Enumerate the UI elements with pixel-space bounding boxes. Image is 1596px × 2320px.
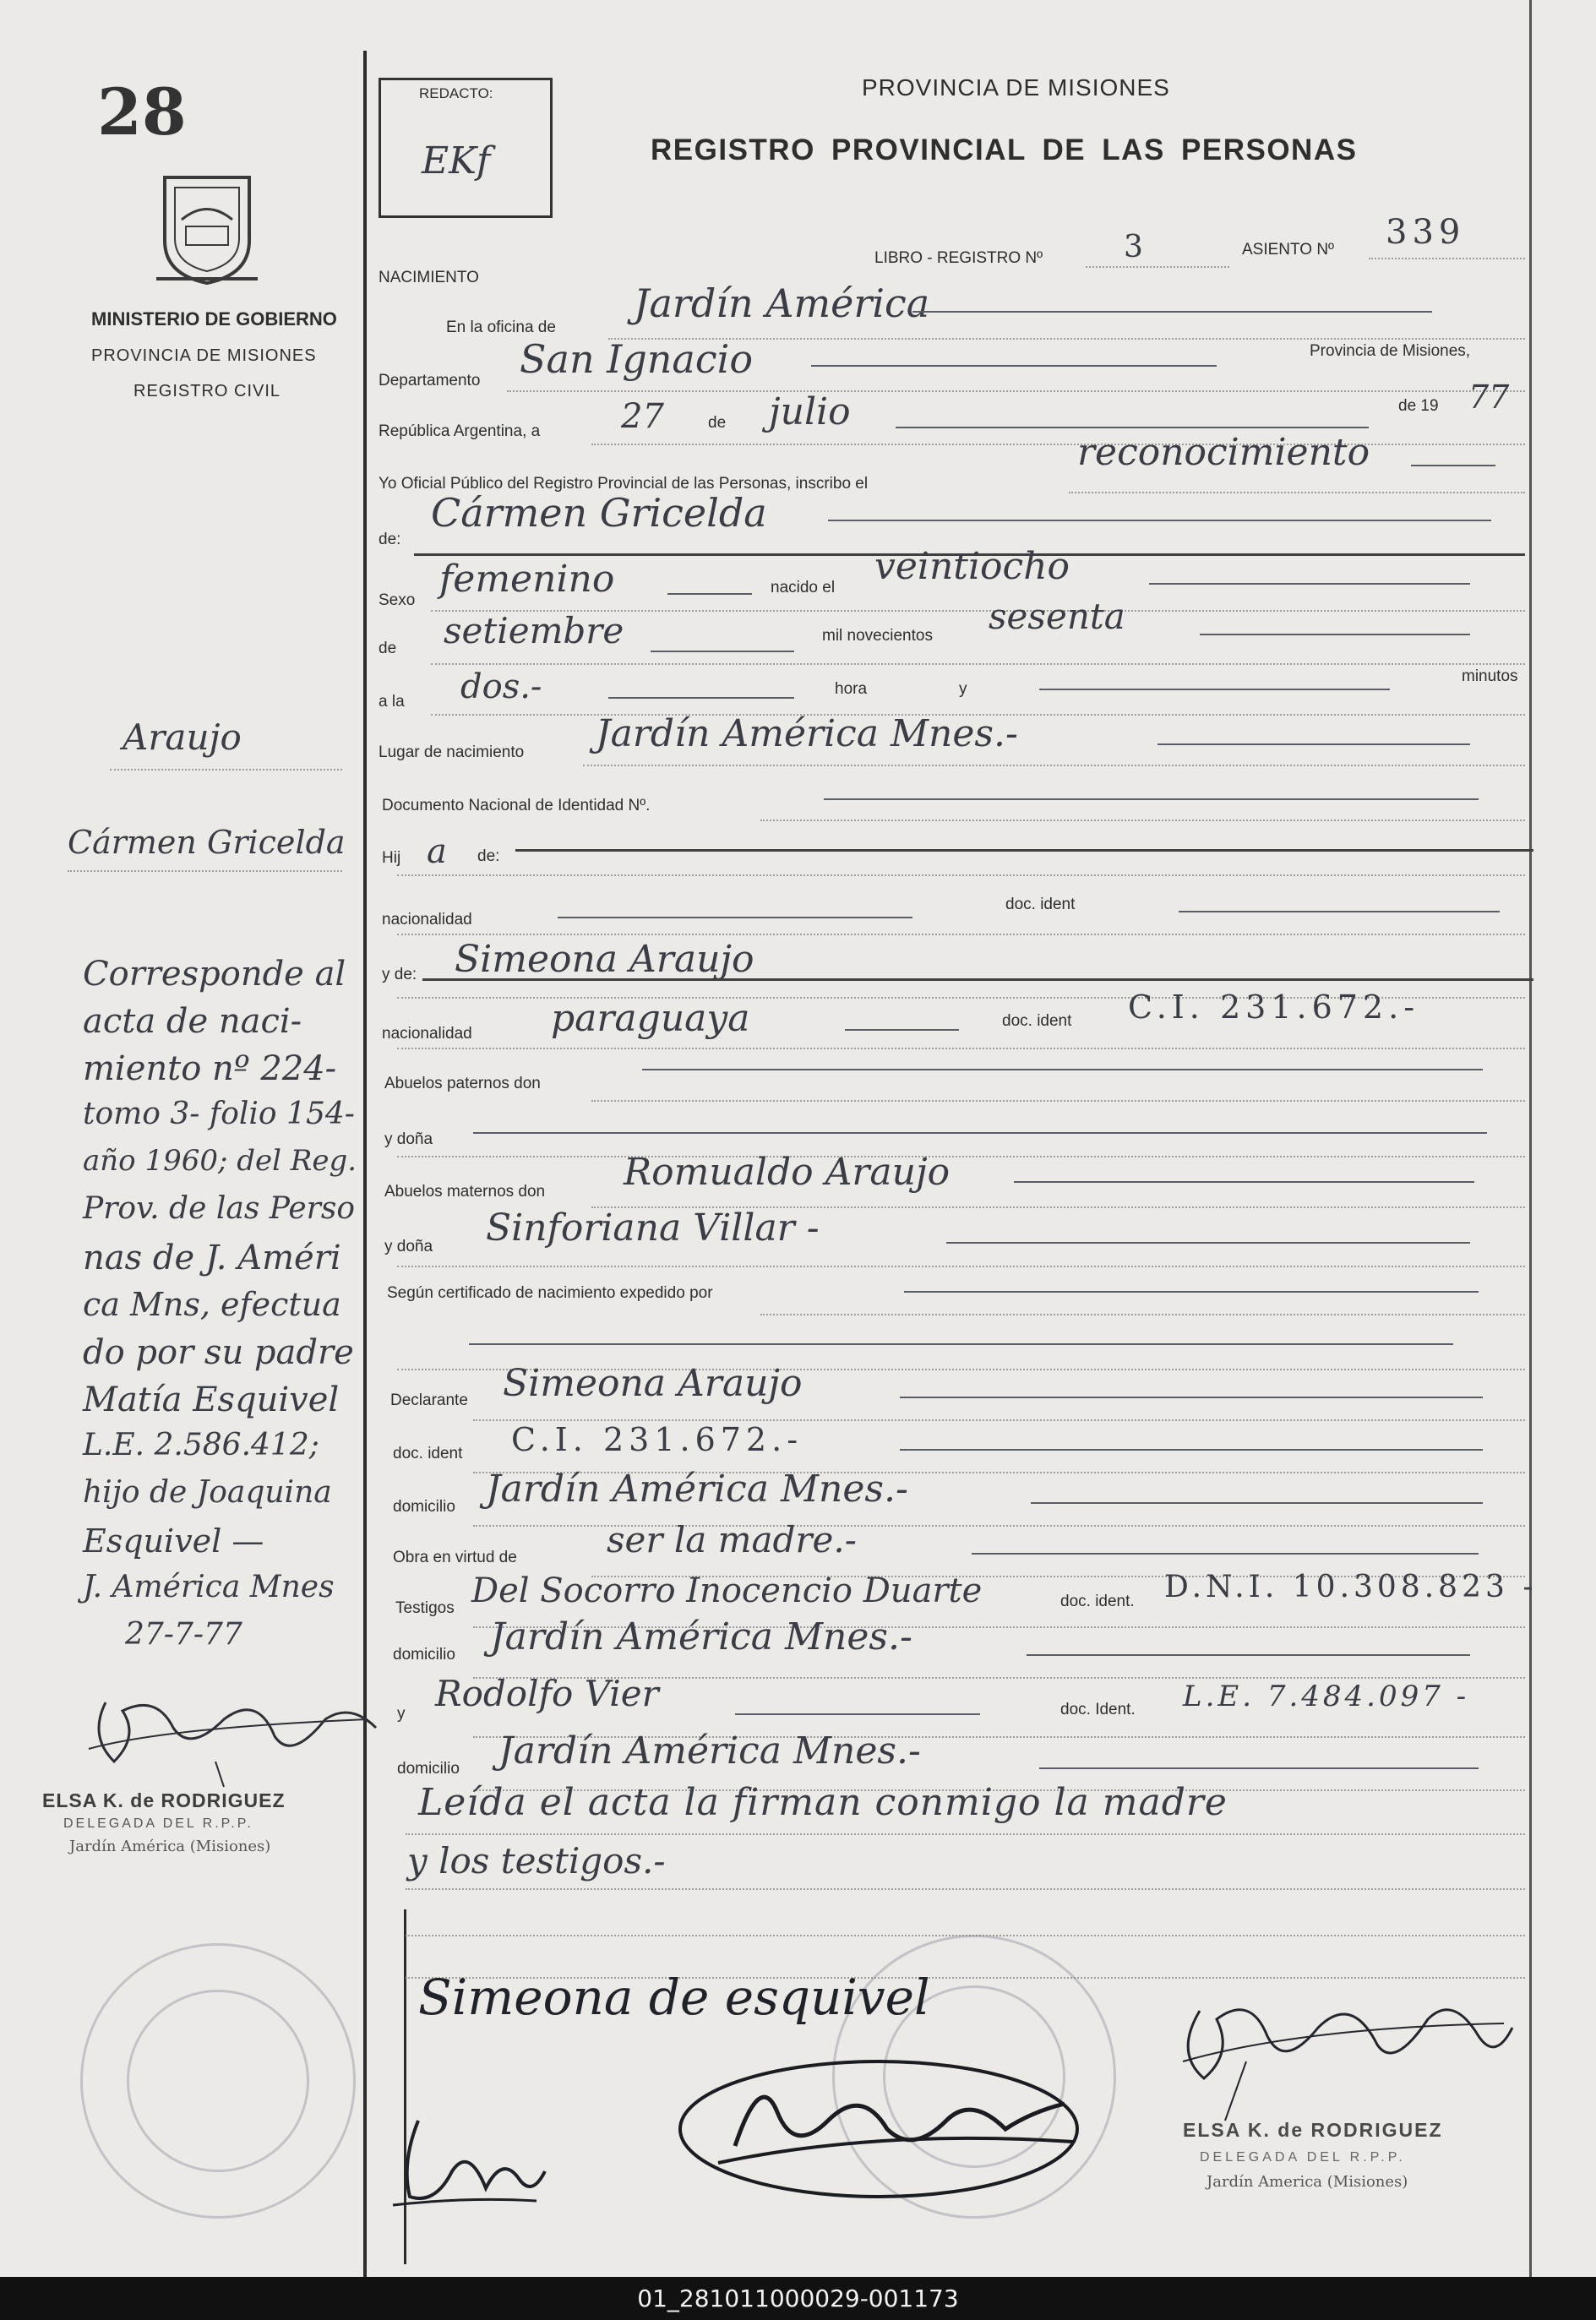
ministry-heading: MINISTERIO DE GOBIERNO <box>91 308 337 329</box>
province-label: Provincia de Misiones, <box>1310 342 1471 360</box>
testigo2-value: Rodolfo Vier <box>435 1673 659 1714</box>
testigo2-dom-value: Jardín América Mnes.- <box>498 1729 921 1773</box>
doc-ident3-label: doc. ident <box>393 1445 463 1462</box>
field-underline <box>824 798 1479 800</box>
segun-label: Según certificado de nacimiento expedido por <box>387 1284 713 1302</box>
field-underline <box>651 651 794 652</box>
witness1-signature <box>384 2095 553 2222</box>
redacto-box <box>379 78 553 218</box>
field-line <box>422 978 1533 981</box>
domicilio2-label: domicilio <box>393 1646 455 1664</box>
field-underline <box>558 917 912 918</box>
mother-signature: Simeona de esquivel <box>418 1969 930 2026</box>
field-underline <box>1039 689 1390 690</box>
field-underline <box>1411 465 1495 466</box>
margin-note-line: Matía Esquivel <box>83 1381 340 1419</box>
hij-label: Hij <box>382 849 401 867</box>
margin-signer-role: DELEGADA DEL R.P.P. <box>63 1816 253 1831</box>
sexo-label: Sexo <box>379 591 416 609</box>
field-dots <box>397 934 1525 935</box>
office-label: En la oficina de <box>446 319 556 336</box>
nacionalidad2-label: nacionalidad <box>382 1025 472 1043</box>
field-underline <box>946 1242 1470 1244</box>
minutos-label: minutos <box>1462 667 1518 685</box>
registry-title: REGISTRO PROVINCIAL DE LAS PERSONAS <box>651 133 1358 166</box>
margin-note-line: miento nº 224- <box>83 1049 337 1088</box>
field-underline <box>667 593 752 595</box>
margin-note-line: tomo 3- folio 154- <box>83 1097 355 1131</box>
field-underline <box>900 1397 1483 1398</box>
testigo1-value: Del Socorro Inocencio Duarte <box>471 1571 983 1610</box>
nacionalidad-label: nacionalidad <box>382 911 472 929</box>
lugar-value: Jardín América Mnes.- <box>596 712 1018 755</box>
field-dots <box>760 820 1525 821</box>
y-dona-label: y doña <box>384 1130 433 1148</box>
field-dots <box>1069 492 1525 493</box>
redacto-label: REDACTO: <box>419 85 493 101</box>
sexo-value: femenino <box>439 558 615 601</box>
field-underline <box>845 1029 959 1031</box>
office-value: Jardín América <box>634 280 930 326</box>
hora-value: dos.- <box>460 667 542 706</box>
obra-label: Obra en virtud de <box>393 1549 517 1566</box>
field-underline <box>469 1343 1453 1345</box>
asiento-label: ASIENTO Nº <box>1242 241 1334 259</box>
officer-signature <box>1166 1960 1521 2129</box>
y-label: y <box>959 680 967 698</box>
witness2-signature <box>667 2036 1090 2205</box>
field-underline <box>1149 583 1470 585</box>
margin-note-line: acta de naci- <box>83 1002 302 1041</box>
field-dots <box>591 444 1525 445</box>
province-title: PROVINCIA DE MISIONES <box>862 74 1170 101</box>
margin-surname: Araujo <box>123 716 242 758</box>
doc-ident-label: doc. ident <box>1005 896 1076 913</box>
dept-value: San Ignacio <box>520 336 754 382</box>
declarante-label: Declarante <box>390 1391 468 1409</box>
field-dots <box>1086 266 1229 268</box>
field-underline <box>1014 1181 1474 1183</box>
year-label: de 19 <box>1398 397 1439 415</box>
dni-label: Documento Nacional de Identidad Nº. <box>382 797 651 814</box>
field-dots <box>397 1266 1525 1267</box>
mil-value: sesenta <box>989 596 1125 637</box>
margin-note-line: L.E. 2.586.412; <box>83 1428 319 1462</box>
testigos-label: Testigos <box>395 1599 455 1617</box>
margin-note-line: Esquivel — <box>83 1522 264 1560</box>
year-value: 77 <box>1468 378 1510 416</box>
field-dots <box>431 663 1525 665</box>
closing-line-1: Leída el acta la firman conmigo la madre <box>418 1781 1228 1824</box>
de-label: de <box>708 414 727 432</box>
field-dots <box>591 1100 1525 1102</box>
section-label: NACIMIENTO <box>379 269 479 286</box>
right-edge-rule <box>1529 0 1532 2277</box>
registry-heading: REGISTRO CIVIL <box>133 382 281 400</box>
abuelos-pat-label: Abuelos paternos don <box>384 1075 541 1092</box>
domicilio3-label: domicilio <box>397 1760 460 1778</box>
inscribo-label: Yo Oficial Público del Registro Provincial de las Personas, inscribo el <box>379 475 869 493</box>
field-dots <box>397 1048 1525 1049</box>
folio-number: 28 <box>97 74 187 150</box>
testigo1-dom-value: Jardín América Mnes.- <box>490 1615 912 1658</box>
margin-dots <box>110 769 342 771</box>
image-id-footer: 01_281011000029-001173 <box>0 2277 1596 2320</box>
libro-label: LIBRO - REGISTRO Nº <box>874 249 1043 267</box>
mil-label: mil novecientos <box>822 627 933 645</box>
name-value: Cármen Gricelda <box>431 490 767 536</box>
field-underline <box>1027 1654 1470 1656</box>
field-underline <box>972 1553 1479 1555</box>
margin-note-line: ca Mns, efectua <box>83 1286 341 1323</box>
testigo2-doc-value: L.E. 7.484.097 - <box>1183 1680 1470 1713</box>
libro-value: 3 <box>1124 230 1143 264</box>
margin-note-line: hijo de Joaquina <box>83 1475 332 1510</box>
y-dona2-label: y doña <box>384 1238 433 1255</box>
officer-place: Jardín America (Misiones) <box>1207 2173 1408 2191</box>
hij-de-label: de: <box>477 847 500 865</box>
abuela-mat-value: Sinforiana Villar - <box>486 1206 820 1250</box>
domicilio-label: domicilio <box>393 1498 455 1516</box>
field-dots <box>397 1156 1525 1157</box>
abuelo-mat-value: Romualdo Araujo <box>624 1151 951 1194</box>
margin-given-names: Cármen Gricelda <box>68 824 346 861</box>
field-dots <box>1369 258 1525 259</box>
field-underline <box>1158 743 1470 745</box>
a-la-label: a la <box>379 693 405 711</box>
y-de-label: y de: <box>382 966 417 983</box>
y2-label: y <box>397 1705 406 1723</box>
margin-signature <box>80 1669 384 1795</box>
field-dots <box>760 1314 1525 1315</box>
field-line <box>515 849 1533 852</box>
margin-note-line: nas de J. Améri <box>83 1239 341 1277</box>
nacido-value: veintiocho <box>874 545 1070 588</box>
field-dots <box>406 1888 1525 1890</box>
declarante-value: Simeona Araujo <box>503 1362 803 1405</box>
doc-ident2-label: doc. ident <box>1002 1012 1072 1030</box>
doc-ident4-label: doc. ident. <box>1060 1593 1135 1610</box>
mother-nat-value: paraguaya <box>551 997 750 1040</box>
dept-label: Departamento <box>379 372 481 389</box>
domicilio-value: Jardín América Mnes.- <box>486 1468 908 1511</box>
margin-note <box>83 955 370 1664</box>
day-value: 27 <box>621 397 664 436</box>
closing-line-2: y los testigos.- <box>407 1840 666 1882</box>
field-dots <box>507 390 1525 392</box>
field-underline <box>912 311 1432 313</box>
officer-role: DELEGADA DEL R.P.P. <box>1200 2150 1406 2165</box>
de-name-label: de: <box>379 531 401 548</box>
asiento-value: 339 <box>1386 213 1466 252</box>
field-dots <box>397 874 1525 876</box>
officer-name: ELSA K. de RODRIGUEZ <box>1183 2119 1443 2141</box>
field-underline <box>473 1132 1487 1134</box>
field-dots <box>406 1833 1525 1835</box>
abuelos-mat-label: Abuelos maternos don <box>384 1183 546 1201</box>
declarante-doc-value: C.I. 231.672.- <box>511 1421 803 1458</box>
margin-dots <box>68 870 342 872</box>
field-underline <box>608 697 794 699</box>
margin-signer-name: ELSA K. de RODRIGUEZ <box>42 1789 286 1811</box>
birth-month-value: setiembre <box>444 610 624 651</box>
margin-signer-place: Jardín América (Misiones) <box>69 1838 271 1855</box>
doc-ident5-label: doc. Ident. <box>1060 1701 1136 1718</box>
inscribo-value: reconocimiento <box>1077 431 1370 474</box>
field-underline <box>1031 1502 1483 1504</box>
testigo1-doc-value: D.N.I. 10.308.823 - <box>1164 1570 1538 1604</box>
hora-label: hora <box>835 680 868 698</box>
field-underline <box>1179 911 1500 912</box>
hij-value: a <box>427 832 447 871</box>
field-underline <box>828 520 1491 521</box>
mother-value: Simeona Araujo <box>455 938 754 981</box>
province-heading: PROVINCIA DE MISIONES <box>91 346 317 365</box>
margin-note-line: do por su padre <box>83 1333 354 1372</box>
field-underline <box>1039 1767 1479 1769</box>
margin-note-line: Corresponde al <box>83 955 346 994</box>
field-underline <box>896 427 1369 428</box>
field-underline <box>900 1449 1483 1451</box>
mother-doc-value: C.I. 231.672.- <box>1128 988 1420 1026</box>
margin-note-line: año 1960; del Reg. <box>83 1144 357 1178</box>
field-underline <box>811 365 1217 367</box>
republic-label: República Argentina, a <box>379 422 541 440</box>
coat-of-arms-icon <box>148 161 266 287</box>
margin-note-line: Prov. de las Perso <box>83 1191 356 1226</box>
field-underline <box>642 1069 1483 1070</box>
field-underline <box>1200 634 1470 635</box>
field-underline <box>904 1291 1479 1293</box>
lugar-label: Lugar de nacimiento <box>379 743 525 761</box>
month-value: julio <box>769 390 851 433</box>
field-dots <box>583 765 1525 766</box>
field-underline <box>735 1713 980 1715</box>
redacto-value: EKf <box>422 139 491 182</box>
margin-note-line: J. América Mnes <box>83 1570 335 1604</box>
de-month-label: de <box>379 640 397 657</box>
nacido-label: nacido el <box>771 579 836 596</box>
margin-note-line: 27-7-77 <box>125 1617 242 1652</box>
left-seal-stamp-inner <box>127 1990 309 2172</box>
obra-value: ser la madre.- <box>607 1519 857 1560</box>
